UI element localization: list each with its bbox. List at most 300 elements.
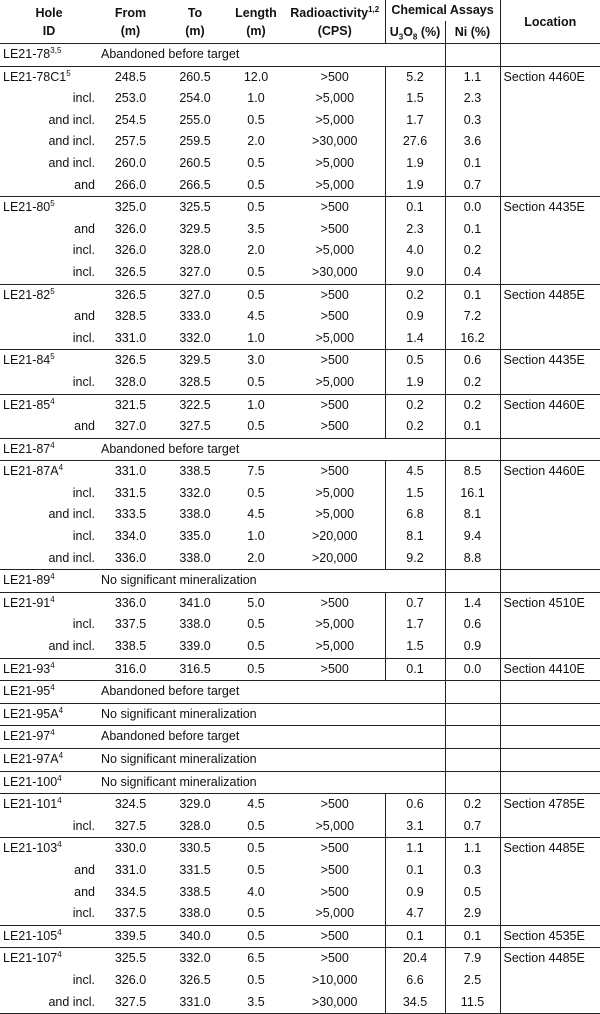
ni-cell: 0.2 [445, 794, 500, 816]
hole-id: LE21-87 [3, 441, 51, 456]
radioactivity-cell: >500 [285, 860, 385, 882]
ni-cell: 0.2 [445, 240, 500, 262]
from-cell: 338.5 [114, 639, 147, 654]
length-cell: 0.5 [247, 818, 265, 833]
hole-group [0, 350, 600, 394]
to-cell: 338.5 [179, 884, 211, 899]
radioactivity-cell: >500 [285, 219, 385, 241]
radioactivity-cell: >5,000 [285, 175, 385, 197]
hole-id-cell [0, 749, 98, 772]
hole-id: LE21-91 [3, 595, 51, 610]
ni-cell: 0.2 [445, 394, 500, 416]
length-cell: 5.0 [247, 595, 265, 610]
from-cell: 325.5 [114, 951, 147, 966]
from-cell: 326.0 [114, 243, 147, 258]
length-cell: 7.5 [247, 464, 265, 479]
radioactivity-cell [385, 726, 445, 749]
ni-cell: 0.5 [445, 882, 500, 904]
to-cell: 328.0 [179, 243, 211, 258]
radioactivity-cell [385, 44, 445, 67]
length-cell: 2.0 [247, 134, 265, 149]
interval-qualifier: incl. [72, 906, 95, 921]
radioactivity-cell: >5,000 [285, 240, 385, 262]
table-row [0, 394, 600, 416]
from-cell: 327.5 [114, 818, 147, 833]
interval-qualifier: incl. [72, 485, 95, 500]
hole-id-footnote: 4 [50, 683, 55, 693]
u3o8-cell: 1.7 [385, 614, 445, 636]
from-cell: 326.5 [114, 287, 147, 302]
u3o8-cell: 0.2 [385, 416, 445, 438]
radioactivity-cell: >500 [285, 284, 385, 306]
length-cell: 1.0 [247, 91, 265, 106]
radioactivity-cell: >5,000 [285, 816, 385, 838]
from-cell: 324.5 [114, 797, 147, 812]
from-cell: 331.5 [114, 485, 147, 500]
hole-id-cell [0, 197, 98, 219]
u3o8-cell [445, 703, 500, 726]
interval-qualifier: and [74, 177, 95, 192]
length-cell: 0.5 [247, 177, 265, 192]
u3o8-cell: 4.7 [385, 903, 445, 925]
to-cell: 327.0 [179, 287, 211, 302]
length-cell: 0.5 [247, 906, 265, 921]
radioactivity-cell [385, 771, 445, 794]
to-cell: 332.0 [179, 485, 211, 500]
length-cell: 1.0 [247, 397, 265, 412]
location-cell: Section 4485E [503, 951, 585, 966]
radioactivity-cell: >5,000 [285, 483, 385, 505]
hole-id-footnote: 3,5 [50, 45, 62, 55]
table-row [0, 681, 600, 704]
header-from-label: From [114, 5, 147, 20]
header-id-label: ID [42, 23, 56, 38]
from-cell: 331.0 [114, 464, 147, 479]
radioactivity-cell: >20,000 [285, 526, 385, 548]
radioactivity-cell: >500 [285, 794, 385, 816]
ni-cell: 0.2 [445, 372, 500, 394]
to-cell: 255.0 [179, 112, 211, 127]
header-from-unit: (m) [120, 23, 141, 38]
hole-group [0, 794, 600, 838]
to-cell: 340.0 [179, 928, 211, 943]
ni-cell: 2.5 [445, 970, 500, 992]
interval-qualifier: and incl. [48, 112, 95, 127]
to-cell: 329.0 [179, 797, 211, 812]
ni-cell: 1.1 [445, 66, 500, 88]
radioactivity-cell: >500 [285, 948, 385, 970]
from-cell: 328.5 [114, 309, 147, 324]
hole-id-footnote: 4 [50, 440, 55, 450]
length-cell: 3.5 [247, 221, 265, 236]
u3o8-cell: 3.1 [385, 816, 445, 838]
header-radioactivity [285, 0, 385, 44]
header-u-subscript: 3 [398, 32, 404, 42]
to-cell: 341.0 [179, 595, 211, 610]
u3o8-cell: 9.0 [385, 262, 445, 284]
header-length [227, 0, 285, 44]
hole-id-cell [0, 681, 98, 704]
radioactivity-cell: >5,000 [285, 372, 385, 394]
hole-group [0, 771, 600, 794]
table-row [0, 658, 600, 681]
to-cell: 338.5 [179, 464, 211, 479]
u3o8-cell: 0.9 [385, 882, 445, 904]
ni-cell: 0.7 [445, 816, 500, 838]
to-cell: 338.0 [179, 617, 211, 632]
ni-cell [500, 681, 600, 704]
u3o8-cell [445, 570, 500, 593]
to-cell: 338.0 [179, 550, 211, 565]
hole-id-cell [0, 794, 98, 816]
hole-id-footnote: 5 [50, 199, 55, 208]
ni-cell: 2.3 [445, 88, 500, 110]
hole-id-footnote: 4 [50, 728, 55, 738]
radioactivity-cell: >30,000 [285, 131, 385, 153]
ni-cell: 0.6 [445, 614, 500, 636]
hole-id-footnote: 4 [58, 463, 64, 473]
to-cell: 328.5 [179, 374, 211, 389]
to-cell: 332.0 [179, 951, 211, 966]
to-cell: 331.5 [179, 862, 211, 877]
hole-id: LE21-101 [3, 797, 58, 812]
from-cell: 336.0 [114, 550, 147, 565]
ni-cell [500, 438, 600, 461]
header-length-unit: (m) [246, 23, 266, 38]
hole-id-cell [0, 394, 98, 416]
ni-cell: 0.1 [445, 416, 500, 438]
hole-id-cell [0, 658, 98, 681]
interval-qualifier: incl. [72, 330, 95, 345]
u3o8-cell: 0.5 [385, 350, 445, 372]
hole-id: LE21-105 [3, 928, 58, 943]
hole-id: LE21-107 [3, 951, 58, 966]
to-cell: 332.0 [179, 330, 211, 345]
radioactivity-cell: >500 [285, 882, 385, 904]
hole-id-footnote: 5 [50, 286, 55, 296]
from-cell: 328.0 [114, 374, 147, 389]
table-row [0, 838, 600, 860]
hole-note: No significant mineralization [101, 774, 257, 789]
u3o8-cell: 27.6 [385, 131, 445, 153]
interval-qualifier: incl. [72, 818, 95, 833]
hole-id-cell [0, 570, 98, 593]
interval-qualifier: and incl. [48, 550, 95, 565]
radioactivity-cell: >500 [285, 66, 385, 88]
radioactivity-cell: >500 [285, 306, 385, 328]
hole-id-footnote: 4 [50, 594, 55, 604]
table-row [0, 570, 600, 593]
table-row [0, 726, 600, 749]
from-cell: 334.0 [114, 529, 147, 544]
length-cell: 3.0 [247, 353, 265, 368]
radioactivity-cell: >10,000 [285, 970, 385, 992]
interval-qualifier: and incl. [48, 155, 95, 170]
hole-note: No significant mineralization [101, 706, 257, 721]
hole-group [0, 284, 600, 350]
from-cell: 330.0 [114, 841, 147, 856]
hole-group [0, 461, 600, 570]
hole-group [0, 570, 600, 593]
interval-qualifier: incl. [72, 264, 95, 279]
u3o8-cell: 1.1 [385, 838, 445, 860]
table-row [0, 66, 600, 88]
u3o8-cell: 0.1 [385, 658, 445, 681]
interval-qualifier: incl. [72, 374, 95, 389]
from-cell: 321.5 [114, 397, 147, 412]
to-cell: 254.0 [179, 91, 211, 106]
length-cell: 4.5 [247, 309, 265, 324]
table-row [0, 794, 600, 816]
interval-qualifier: and [74, 419, 95, 434]
ni-cell: 0.3 [445, 110, 500, 132]
interval-qualifier: and [74, 309, 95, 324]
table-row [0, 925, 600, 948]
ni-cell [500, 44, 600, 67]
ni-cell: 7.9 [445, 948, 500, 970]
radioactivity-cell: >500 [285, 838, 385, 860]
hole-group [0, 703, 600, 726]
hole-id-cell [0, 703, 98, 726]
hole-note: Abandoned before target [101, 729, 240, 744]
table-row [0, 44, 600, 67]
location-cell: Section 4410E [503, 661, 585, 676]
ni-cell: 8.5 [445, 461, 500, 483]
hole-id-footnote: 4 [58, 705, 64, 715]
radioactivity-cell [385, 681, 445, 704]
radioactivity-cell: >500 [285, 350, 385, 372]
location-cell: Section 4785E [503, 797, 585, 812]
to-cell: 260.5 [179, 69, 211, 84]
header-ni-label: Ni (%) [454, 24, 491, 39]
u3o8-cell [445, 681, 500, 704]
hole-id: LE21-95A [3, 706, 59, 721]
u3o8-cell: 1.5 [385, 483, 445, 505]
u3o8-cell: 1.9 [385, 372, 445, 394]
from-cell: 254.5 [114, 112, 147, 127]
from-cell: 337.5 [114, 617, 147, 632]
hole-id: LE21-95 [3, 684, 51, 699]
from-cell: 326.5 [114, 353, 147, 368]
interval-qualifier: and [74, 862, 95, 877]
from-cell: 331.0 [114, 330, 147, 345]
interval-qualifier: and incl. [48, 507, 95, 522]
hole-id-footnote: 4 [57, 927, 62, 937]
u3o8-cell: 8.1 [385, 526, 445, 548]
u3o8-cell [445, 726, 500, 749]
radioactivity-cell: >5,000 [285, 110, 385, 132]
hole-group [0, 838, 600, 925]
length-cell: 4.5 [247, 797, 265, 812]
u3o8-cell: 1.5 [385, 636, 445, 658]
hole-id-cell [0, 438, 98, 461]
ni-cell: 1.1 [445, 838, 500, 860]
from-cell: 325.0 [114, 200, 147, 215]
interval-qualifier: incl. [72, 617, 95, 632]
ni-cell: 7.2 [445, 306, 500, 328]
hole-id: LE21-100 [3, 774, 58, 789]
from-cell: 327.0 [114, 419, 147, 434]
interval-qualifier: incl. [72, 972, 95, 987]
hole-id-cell [0, 726, 98, 749]
hole-id: LE21-103 [3, 841, 58, 856]
hole-id-footnote: 4 [50, 660, 55, 670]
hole-id-footnote: 4 [50, 572, 55, 582]
hole-group [0, 925, 600, 948]
length-cell: 0.5 [247, 155, 265, 170]
ni-cell: 0.1 [445, 284, 500, 306]
header-to-label: To [187, 5, 203, 20]
radioactivity-cell: >5,000 [285, 504, 385, 526]
ni-cell: 0.3 [445, 860, 500, 882]
radioactivity-cell: >500 [285, 925, 385, 948]
location-cell: Section 4435E [503, 200, 585, 215]
hole-group [0, 681, 600, 704]
u3o8-cell: 9.2 [385, 548, 445, 570]
hole-id-footnote: 4 [50, 396, 55, 406]
ni-cell: 0.1 [445, 219, 500, 241]
u3o8-cell: 6.8 [385, 504, 445, 526]
table-row [0, 197, 600, 219]
length-cell: 0.5 [247, 287, 265, 302]
ni-cell: 0.7 [445, 175, 500, 197]
ni-cell: 16.1 [445, 483, 500, 505]
length-cell: 0.5 [247, 972, 265, 987]
ni-cell: 0.0 [445, 197, 500, 219]
from-cell: 339.5 [114, 928, 147, 943]
u3o8-cell: 6.6 [385, 970, 445, 992]
u3o8-cell: 4.0 [385, 240, 445, 262]
location-cell: Section 4510E [503, 595, 585, 610]
length-cell: 4.5 [247, 507, 265, 522]
from-cell: 260.0 [114, 155, 147, 170]
u3o8-cell: 0.2 [385, 394, 445, 416]
u3o8-cell: 0.1 [385, 860, 445, 882]
ni-cell: 0.9 [445, 636, 500, 658]
hole-id-cell [0, 350, 98, 372]
from-cell: 326.0 [114, 221, 147, 236]
from-cell: 333.5 [114, 507, 147, 522]
hole-note: Abandoned before target [101, 684, 240, 699]
hole-group [0, 394, 600, 438]
header-u3o8 [385, 21, 445, 43]
to-cell: 322.5 [179, 397, 211, 412]
interval-qualifier: incl. [72, 243, 95, 258]
hole-id-footnote: 4 [57, 840, 62, 850]
location-cell: Section 4435E [503, 353, 585, 368]
u3o8-cell: 1.5 [385, 88, 445, 110]
u3o8-cell: 0.1 [385, 197, 445, 219]
length-cell: 0.5 [247, 862, 265, 877]
hole-id-footnote: 4 [57, 773, 62, 783]
u3o8-cell [445, 749, 500, 772]
from-cell: 266.0 [114, 177, 147, 192]
ni-cell: 1.4 [445, 592, 500, 614]
ni-cell [500, 570, 600, 593]
hole-group [0, 66, 600, 197]
from-cell: 331.0 [114, 862, 147, 877]
location-cell: Section 4460E [503, 397, 585, 412]
ni-cell: 16.2 [445, 328, 500, 350]
ni-cell: 9.4 [445, 526, 500, 548]
length-cell: 0.5 [247, 112, 265, 127]
u3o8-cell: 4.5 [385, 461, 445, 483]
to-cell: 326.5 [179, 972, 211, 987]
to-cell: 260.5 [179, 155, 211, 170]
hole-note: No significant mineralization [101, 752, 257, 766]
header-radioactivity-label: Radioactivity [290, 5, 369, 20]
header-u3o8-unit: (%) [417, 24, 441, 39]
from-cell: 253.0 [114, 91, 147, 106]
length-cell: 0.5 [247, 485, 265, 500]
header-hole-id [0, 0, 98, 44]
header-hole-label: Hole [35, 5, 63, 20]
ni-cell: 8.8 [445, 548, 500, 570]
u3o8-cell: 0.6 [385, 794, 445, 816]
hole-id-cell [0, 66, 98, 88]
interval-qualifier: and incl. [48, 134, 95, 149]
u3o8-cell: 0.2 [385, 284, 445, 306]
hole-note: No significant mineralization [101, 573, 257, 588]
table-row [0, 461, 600, 483]
to-cell: 325.5 [179, 200, 211, 215]
length-cell: 1.0 [247, 529, 265, 544]
hole-note: Abandoned before target [101, 441, 240, 456]
radioactivity-cell: >500 [285, 416, 385, 438]
hole-id: LE21-97 [3, 729, 51, 744]
hole-group [0, 438, 600, 461]
header-length-label: Length [235, 5, 277, 20]
ni-cell [500, 703, 600, 726]
ni-cell: 2.9 [445, 903, 500, 925]
header-chemical-assays [385, 0, 500, 21]
hole-id: LE21-89 [3, 573, 51, 588]
interval-qualifier: and [74, 221, 95, 236]
u3o8-cell: 20.4 [385, 948, 445, 970]
radioactivity-cell: >500 [285, 197, 385, 219]
header-chemical-assays-label: Chemical Assays [391, 3, 494, 18]
hole-group [0, 658, 600, 681]
hole-id-footnote: 4 [58, 750, 64, 760]
to-cell: 316.5 [179, 661, 211, 676]
u3o8-cell [445, 771, 500, 794]
interval-qualifier: and incl. [48, 994, 95, 1009]
table-row [0, 592, 600, 614]
to-cell: 331.0 [179, 994, 211, 1009]
hole-note: Abandoned before target [101, 47, 240, 61]
location-cell: Section 4460E [503, 464, 585, 479]
to-cell: 330.5 [179, 841, 211, 856]
to-cell: 329.5 [179, 221, 211, 236]
to-cell: 335.0 [179, 529, 211, 544]
hole-group [0, 726, 600, 749]
radioactivity-cell: >500 [285, 592, 385, 614]
from-cell: 336.0 [114, 595, 147, 610]
length-cell: 2.0 [247, 243, 265, 258]
hole-group [0, 197, 600, 284]
length-cell: 0.5 [247, 639, 265, 654]
hole-id: LE21-78 [3, 47, 51, 61]
hole-id: LE21-82 [3, 287, 51, 302]
u3o8-cell: 1.4 [385, 328, 445, 350]
hole-id-cell [0, 592, 98, 614]
hole-id-footnote: 4 [57, 950, 62, 960]
interval-qualifier: and [74, 884, 95, 899]
to-cell: 338.0 [179, 507, 211, 522]
hole-id: LE21-78C1 [3, 69, 67, 84]
u3o8-cell: 1.7 [385, 110, 445, 132]
header-location [500, 0, 600, 44]
